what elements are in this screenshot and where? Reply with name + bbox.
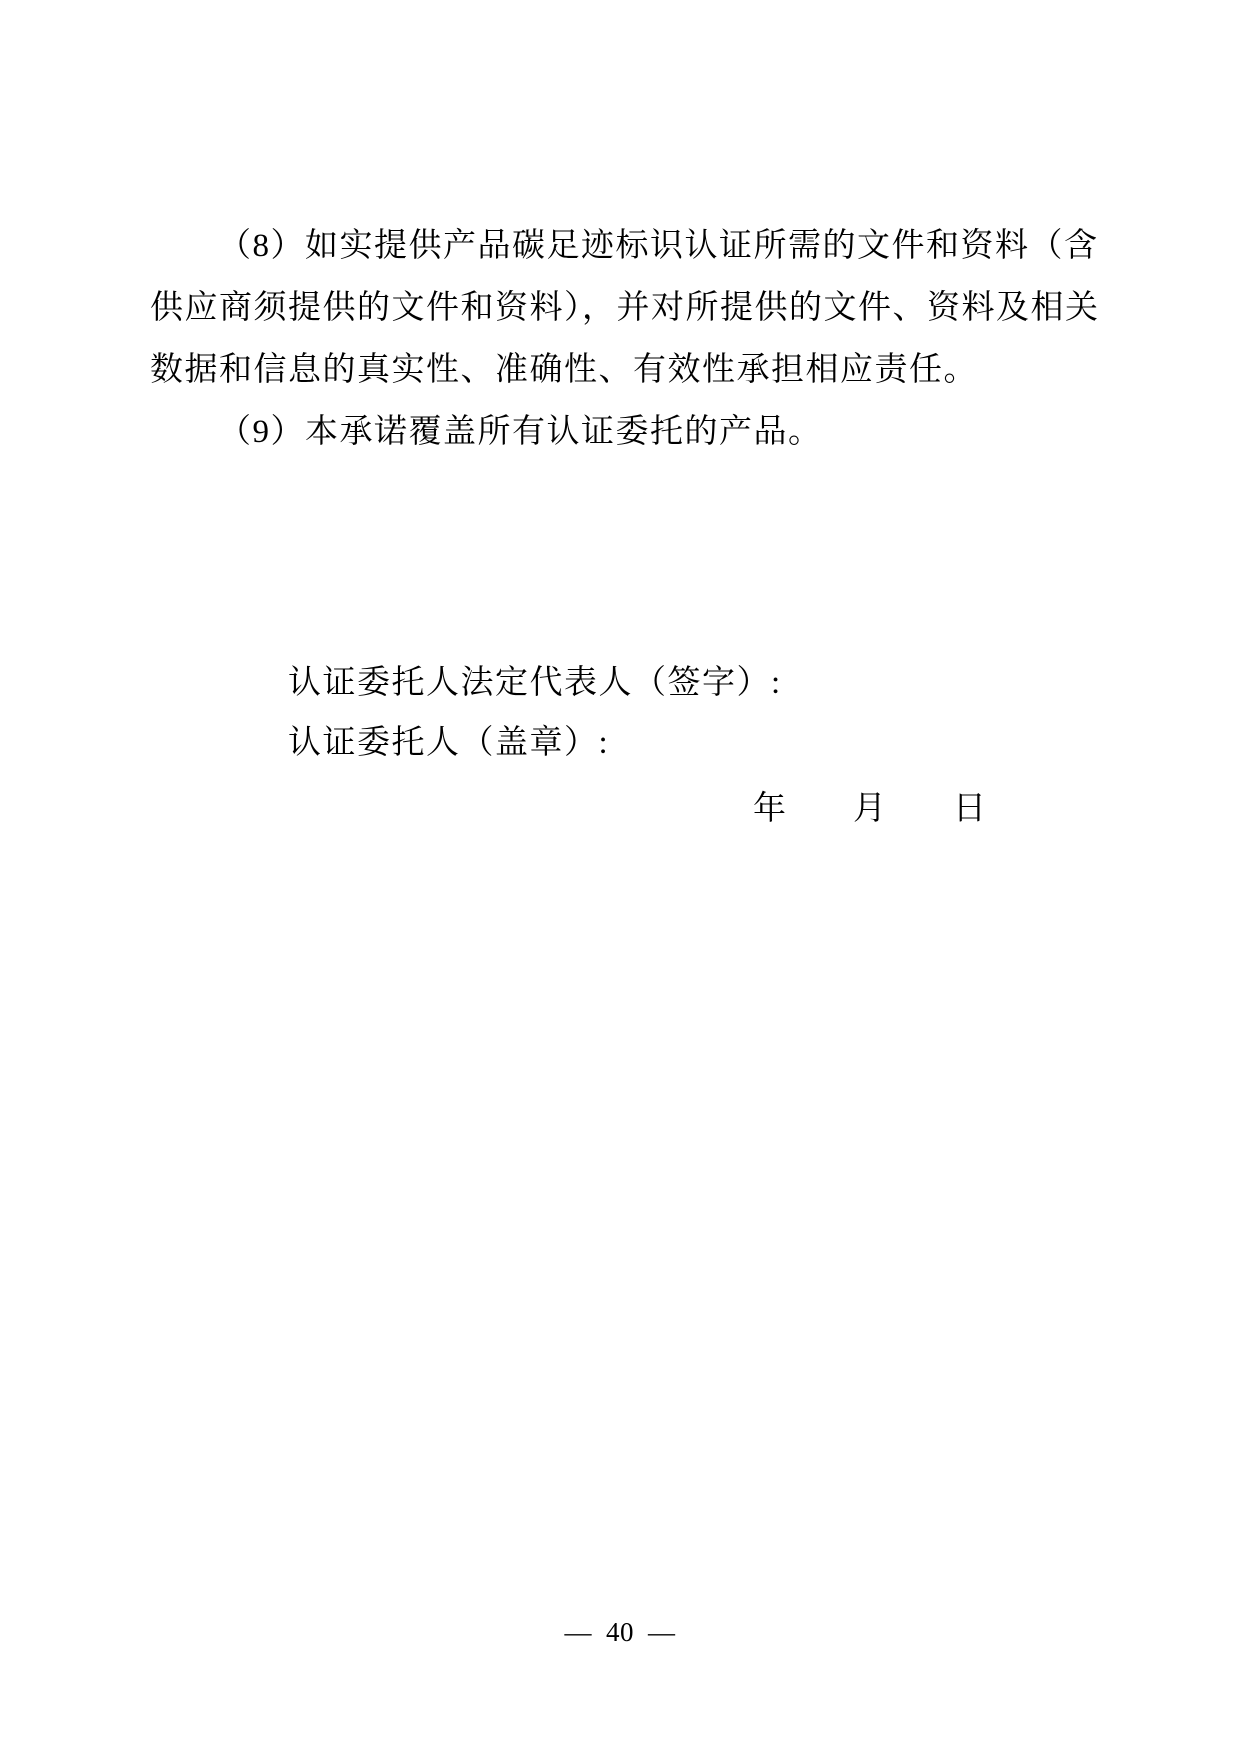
date-month-label: 月 [853,791,886,827]
footer-left-dash: — [564,1617,592,1647]
paragraph-9-line-1: （9）本承诺覆盖所有认证委托的产品。 [218,414,823,450]
footer-right-dash: — [648,1617,676,1647]
date-day-label: 日 [953,791,986,827]
page-footer [0,1616,1240,1648]
legal-representative-signature-line: 认证委托人法定代表人（签字）: [288,665,782,701]
date-year-label: 年 [753,791,786,827]
paragraph-8-line-2: 供应商须提供的文件和资料），并对所提供的文件、资料及相关 [150,290,1100,326]
paragraph-8-line-1: （8）如实提供产品碳足迹标识认证所需的文件和资料（含 [218,228,1099,264]
page-number: 40 [606,1617,634,1647]
paragraph-8-line-3: 数据和信息的真实性、准确性、有效性承担相应责任。 [150,352,978,388]
client-seal-line: 认证委托人（盖章）: [288,725,610,761]
date-line [753,789,986,829]
